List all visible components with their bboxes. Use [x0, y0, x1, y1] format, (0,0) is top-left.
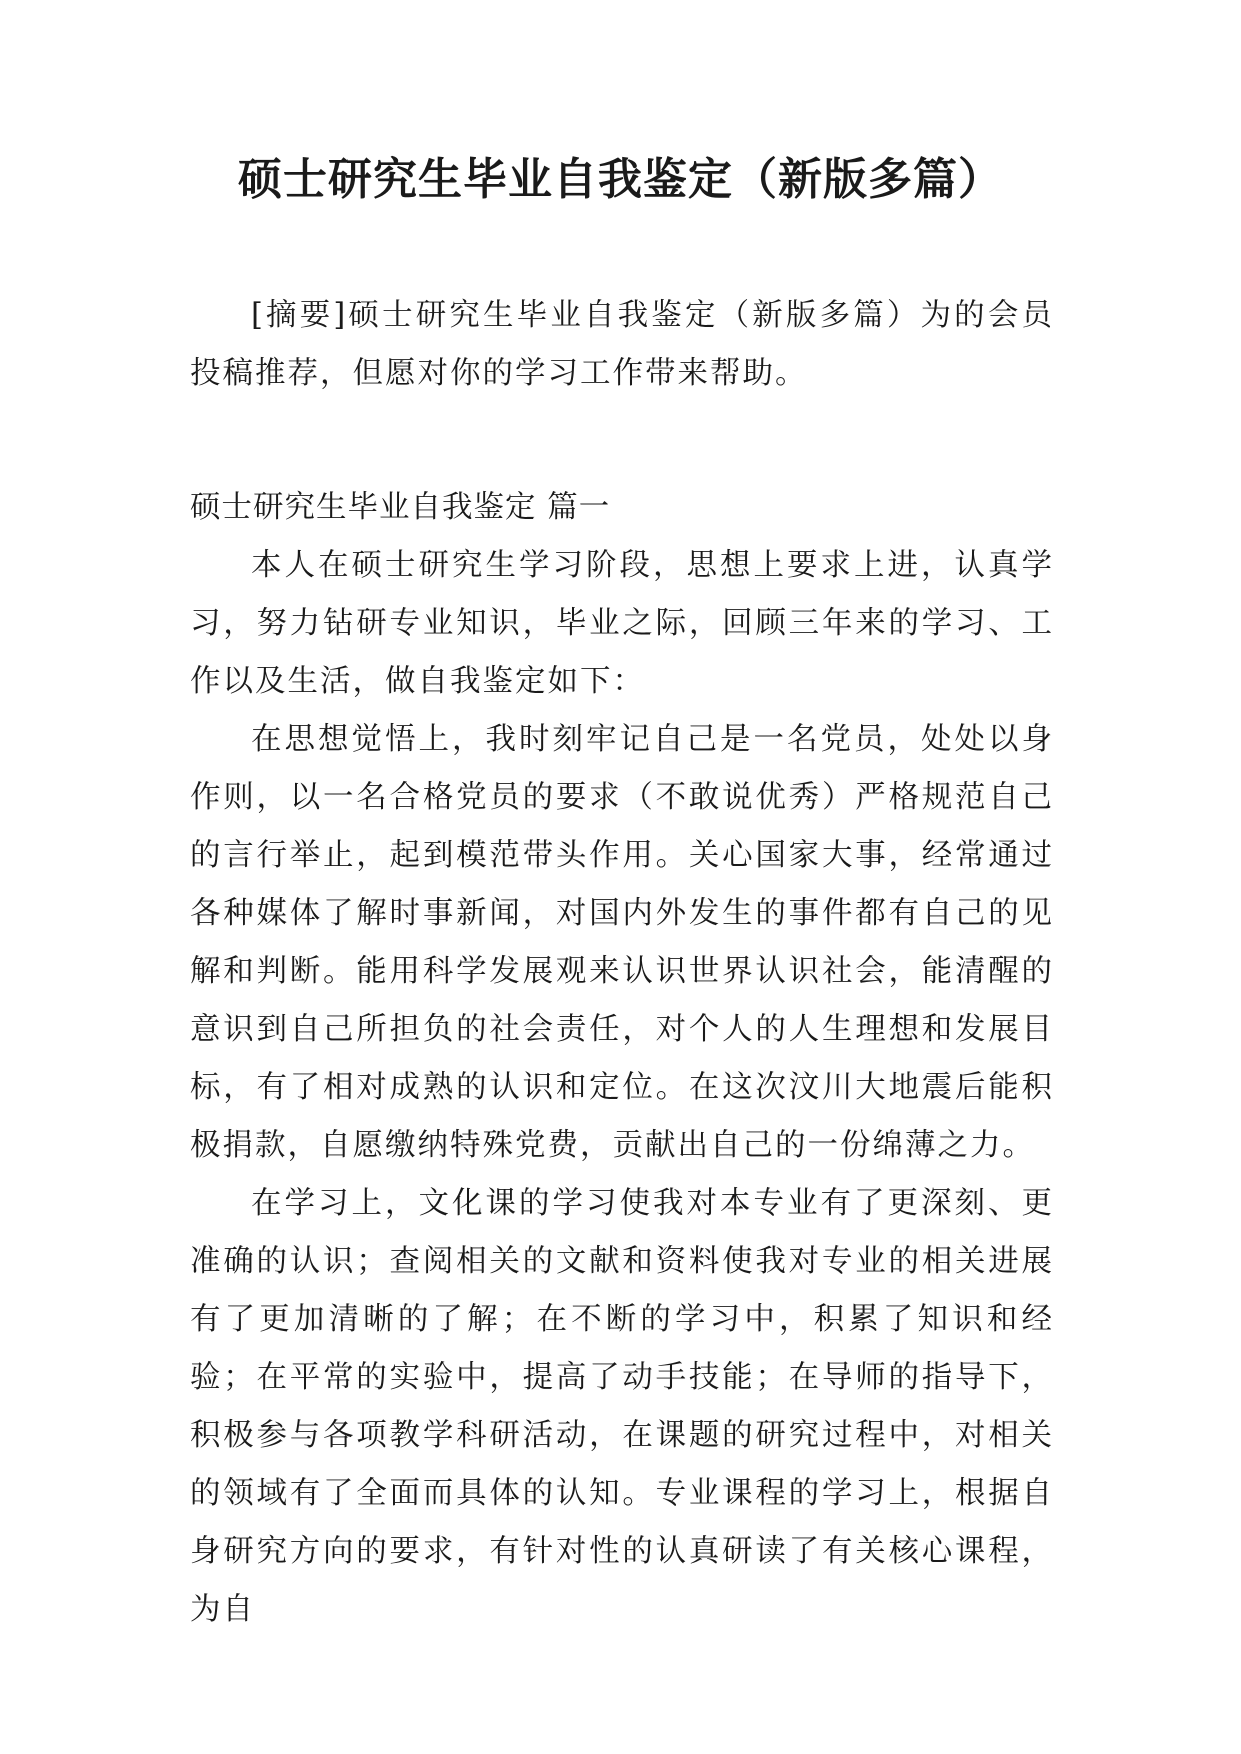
document-body [190, 287, 1054, 1639]
section-heading: 硕士研究生毕业自我鉴定 篇一 [190, 490, 611, 525]
body-paragraph: 本人在硕士研究生学习阶段，思想上要求上进，认真学习，努力钻研专业知识，毕业之际，回顾三年来的学习、工作以及生活，做自我鉴定如下： [190, 548, 1054, 699]
abstract-paragraph: [摘要]硕士研究生毕业自我鉴定（新版多篇）为的会员投稿推荐，但愿对你的学习工作带来帮助。 [190, 298, 1054, 391]
document-title: 硕士研究生毕业自我鉴定（新版多篇） [238, 154, 1003, 205]
body-paragraph: 在思想觉悟上，我时刻牢记自己是一名党员，处处以身作则，以一名合格党员的要求（不敢说优秀）严格规范自己的言行举止，起到模范带头作用。关心国家大事，经常通过各种媒体了解时事新闻，对国内外发生的事件都有自己的见解和判断。能用科学发展观来认识世界认识社会，能清醒的意识到自己所担负的社会责任，对个人的人生理想和发展目标，有了相对成熟的认识和定位。在这次汶川大地震后能积极捐款，自愿缴纳特殊党费，贡献出自己的一份绵薄之力。 [190, 722, 1054, 1163]
body-paragraph: 在学习上，文化课的学习使我对本专业有了更深刻、更准确的认识；查阅相关的文献和资料使我对专业的相关进展有了更加清晰的了解；在不断的学习中，积累了知识和经验；在平常的实验中，提高了动手技能；在导师的指导下，积极参与各项教学科研活动，在课题的研究过程中，对相关的领域有了全面而具体的认知。专业课程的学习上，根据自身研究方向的要求，有针对性的认真研读了有关核心课程，为自 [190, 1186, 1054, 1627]
